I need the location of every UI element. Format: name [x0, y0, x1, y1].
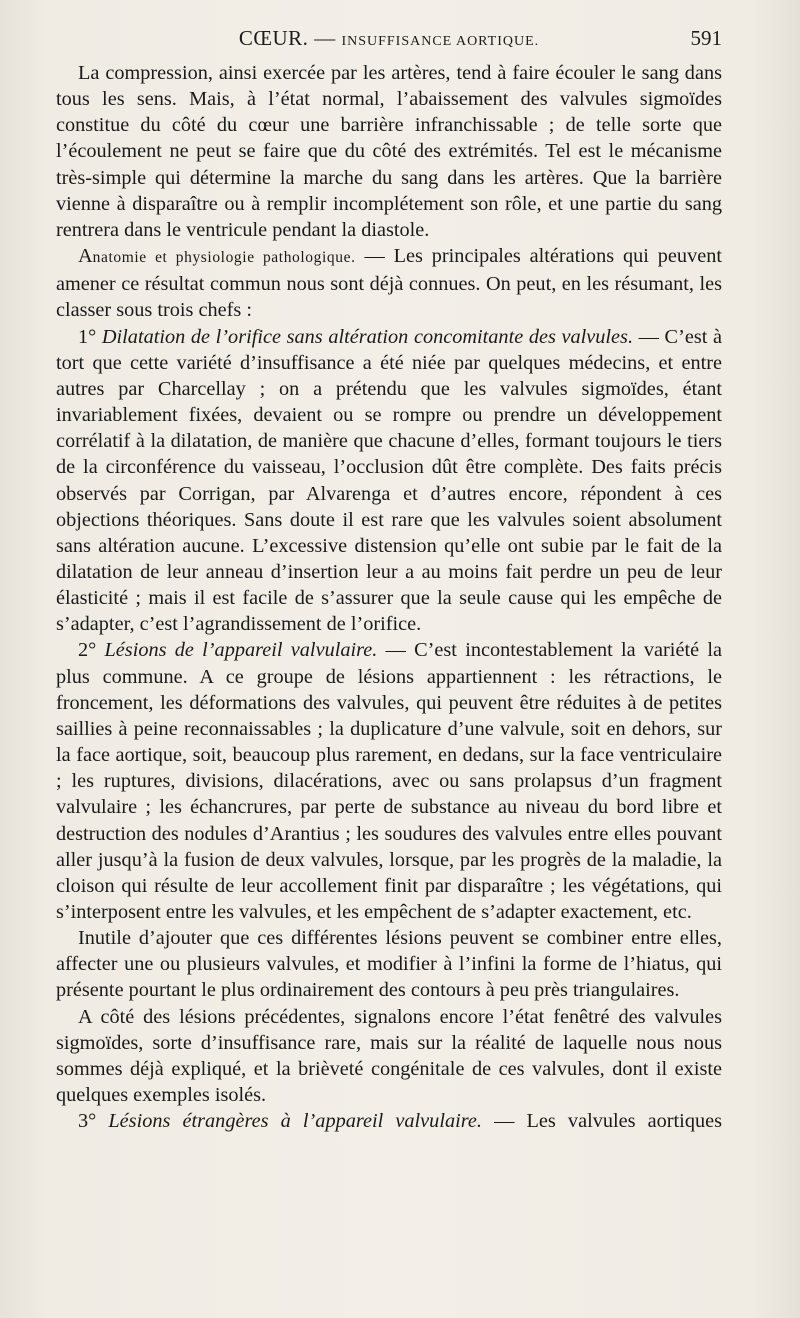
item-title: Lésions étrangères à l’appareil valvulaire. — [108, 1110, 482, 1133]
body-text — [56, 60, 722, 1134]
item-label: 1° — [78, 325, 102, 348]
section-heading-rest: natomie et physiologie pathologique. — [92, 249, 356, 267]
item-label: 2° — [78, 639, 105, 662]
paragraph-text: — Les principales altérations qui peuvent amener ce résultat commun nous sont déjà connues. On peut, en les résumant, les classer sous trois chefs : — [56, 245, 722, 322]
paragraph-2 — [56, 243, 722, 323]
running-title-dash: — — [314, 26, 336, 50]
paragraph-1 — [56, 60, 722, 243]
running-title — [56, 26, 722, 51]
paragraph-7 — [56, 1108, 722, 1134]
page-header — [56, 22, 722, 56]
paragraph-4 — [56, 637, 722, 925]
item-title: Dilatation de l’orifice sans altération concomitante des valvules. — [101, 325, 634, 348]
running-title-sub: INSUFFISANCE AORTIQUE. — [341, 34, 540, 49]
paragraph-5 — [56, 925, 722, 1003]
paragraph-3 — [56, 324, 722, 638]
paragraph-text: Inutile d’ajouter que ces différentes lésions peuvent se combiner entre elles, affecter une ou plusieurs valvules, et modifier à l’infini la forme de l’hiatus, qui présente pourtant le plus ordinairement des contours à peu près triangulaires. — [56, 927, 722, 1002]
section-heading-initial: A — [78, 245, 93, 268]
section-heading — [78, 245, 356, 268]
paragraph-text: — C’est incontestablement la variété la plus commune. A ce groupe de lésions appartiennent : les rétractions, le froncement, les déformations des valvules, qui peuvent être réduites à de petites saillies à peine reconnaissables ; la duplicature d’une valvule, soit en dehors, sur la face aortique, soit, beaucoup plus rarement, en dedans, sur la face ventriculaire ; les ruptures, divisions, dilacérations, avec ou sans prolapsus d’un fragment valvulaire ; les échancrures, par perte de substance au niveau du bord libre et destruction des nodules d’Arantius ; les soudures des valvules entre elles pouvant aller jusqu’à la fusion de deux valvules, lorsque, par les progrès de la maladie, la cloison qui résulte de leur accollement finit par disparaître ; les végétations, qui s’interposent entre les valvules, et les empêchent de s’adapter exactement, etc. — [56, 639, 722, 923]
page-number: 591 — [690, 26, 722, 50]
paragraph-text: A côté des lésions précédentes, signalons encore l’état fenêtré des valvules sigmoïdes, sorte d’insuffisance rare, mais sur la réalité de laquelle nous nous sommes déjà expliqué, et la brièveté congénitale de ces valvules, dont il existe quelques exemples isolés. — [56, 1005, 722, 1107]
item-title: Lésions de l’appareil valvulaire. — [104, 639, 378, 662]
paragraph-text: La compression, ainsi exercée par les artères, tend à faire écouler le sang dans tous les sens. Mais, à l’état normal, l’abaissement des valvules sigmoïdes constitue du côté du cœur une barrière infranchissable ; de telle sorte que l’écoulement ne peut se faire que du côté des extrémités. Tel est le mécanisme très-simple qui détermine la marche du sang dans les artères. Que la barrière vienne à disparaître ou à remplir incomplétement son rôle, et une partie du sang rentrera dans le ventricule pendant la diastole. — [56, 62, 722, 241]
item-label: 3° — [78, 1110, 109, 1133]
paragraph-text: — Les valvules aortiques — [481, 1110, 722, 1133]
paragraph-text: — C’est à tort que cette variété d’insuffisance a été niée par quelques médecins, et entre autres par Charcellay ; on a prétendu que les valvules sigmoïdes, étant invariablement fixées, devaient ou se rompre ou prendre un développement corrélatif à la dilatation, de manière que chacune d’elles, formant toujours le tiers de la circonférence du vaisseau, l’occlusion dût être complète. Des faits précis observés par Corrigan, par Alvarenga et d’autres encore, répondent à ces objections théoriques. Sans doute il est rare que les valvules soient absolument sans altération aucune. L’excessive distension qu’elle ont subie par le fait de la dilatation de leur anneau d’insertion leur a au moins fait perdre un peu de leur élasticité ; mais il est facile de s’assurer que la seule cause qui les empêche de s’adapter, c’est l’agrandissement de l’orifice. — [56, 325, 722, 636]
running-title-main: CŒUR. — [238, 26, 309, 50]
paragraph-6 — [56, 1004, 722, 1109]
